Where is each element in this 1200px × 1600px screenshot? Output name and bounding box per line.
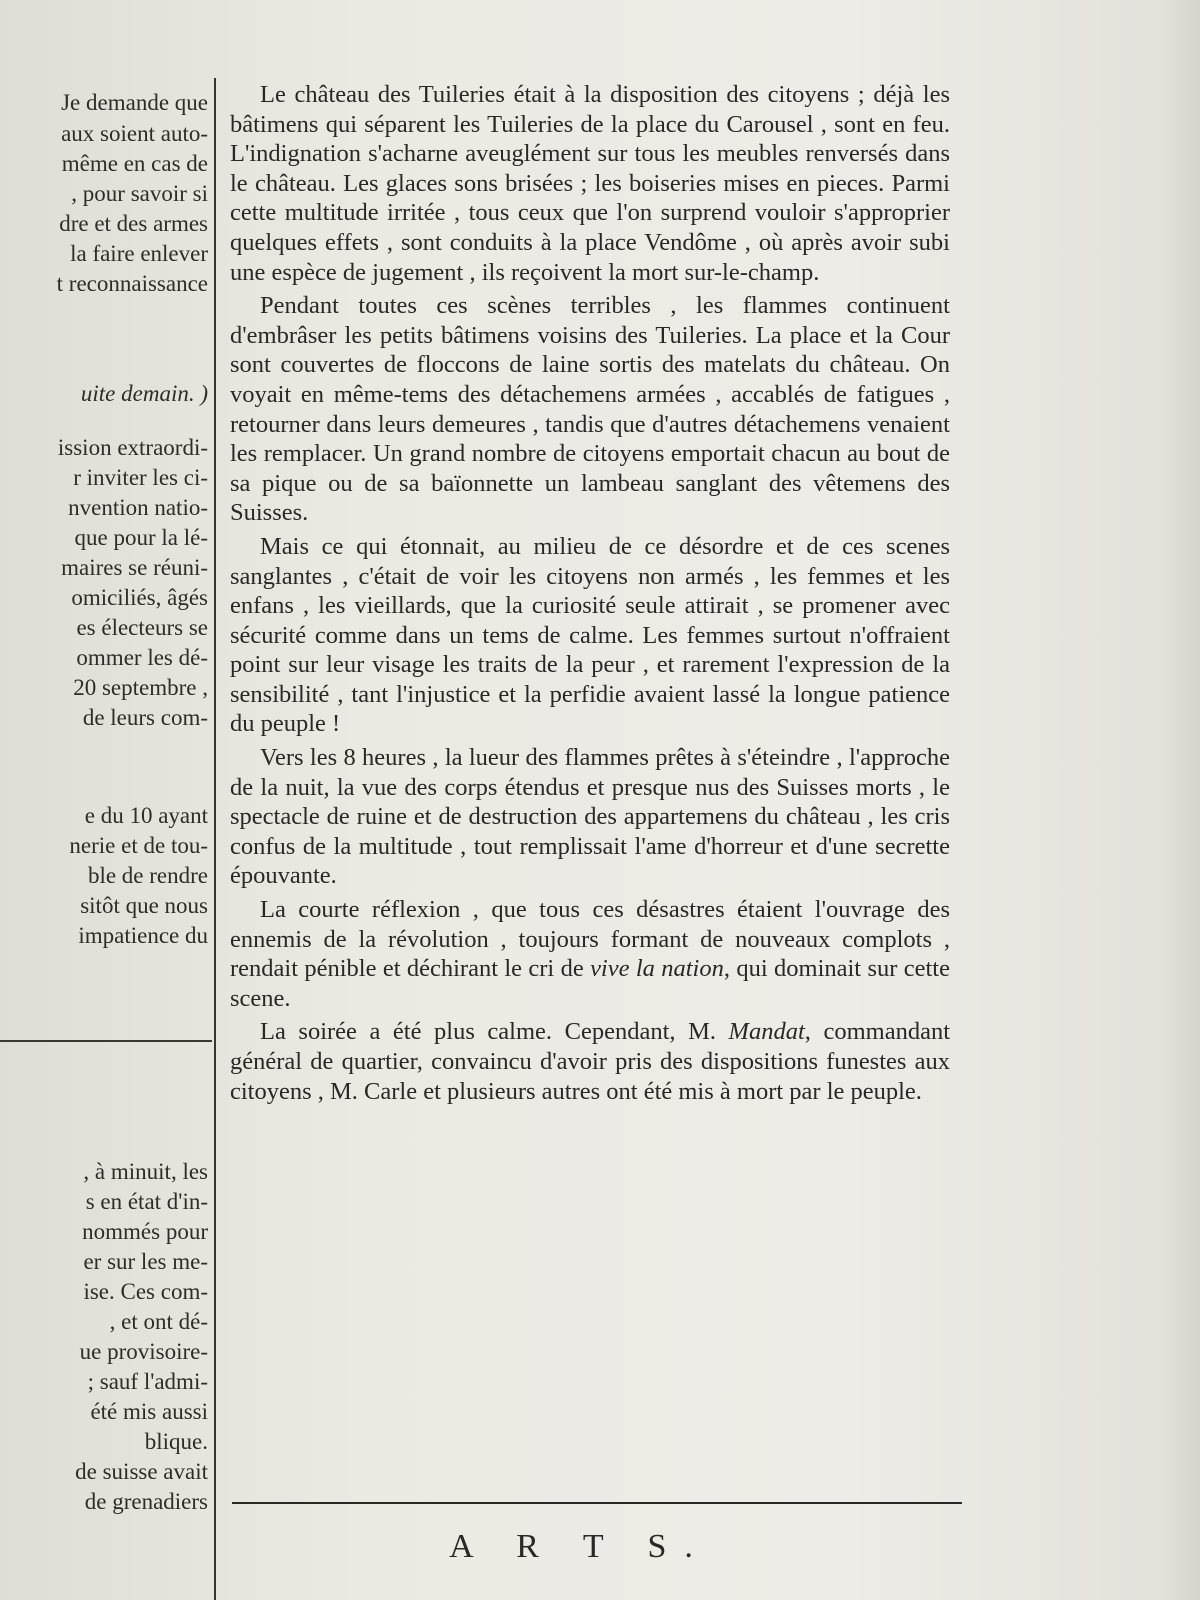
column-rule	[214, 78, 216, 1600]
paragraph-4: Vers les 8 heures , la lueur des flammes prêtes à s'éteindre , l'approche de la nuit, la vue des corps étendus et presque nus des Suisses morts , le spectacle de ruine et de destruction des appartemens du château , les cris confus de la multitude , tout remplissait l'ame d'horreur et d'une secrette épouvante.	[230, 744, 950, 890]
left-column-line: la faire enlever	[70, 241, 208, 266]
left-column-line: t reconnaissance	[56, 271, 208, 296]
left-column-line: dre et des armes	[59, 211, 208, 236]
left-column-line: s en état d'in-	[85, 1189, 208, 1214]
left-column-line: impatience du	[78, 923, 208, 948]
left-column-line: que pour la lé-	[74, 525, 208, 550]
paragraph-6-text-a: La soirée a été plus calme. Cependant, M.	[260, 1018, 729, 1046]
paragraph-5-text-a: La courte réflexion , que tous ces désastres étaient l'ouvrage des ennemis de la révolution , toujours formant de nouveaux complots , rendait pénible et déchirant le cri de	[230, 896, 950, 983]
paragraph-5	[230, 895, 950, 1013]
left-column-line: aux soient auto-	[61, 121, 208, 146]
left-column-line: , pour savoir si	[71, 181, 208, 206]
left-column-line: e du 10 ayant	[84, 803, 208, 828]
left-column-line: Je demande que	[61, 90, 208, 115]
page-edge-shadow	[1160, 0, 1200, 1600]
left-column-line: es électeurs se	[76, 615, 208, 640]
left-column-line: ue provisoire-	[79, 1339, 208, 1364]
paragraph-1: Le château des Tuileries était à la disposition des citoyens ; déjà les bâtimens qui séparent les Tuileries de la place du Carousel , sont en feu. L'indignation s'acharne aveuglément sur tous les meubles renversés dans le château. Les glaces sons brisées ; les boiseries mises en pieces. Parmi cette multitude irritée , tous ceux que l'on surprend vouloir s'approprier quelques effets , sont conduits à la place Vendôme , où après avoir subi une espèce de jugement , ils reçoivent la mort sur-le-champ.	[230, 81, 950, 286]
paragraph-6	[230, 1017, 950, 1106]
section-rule	[232, 1502, 962, 1504]
left-column-line: nerie et de tou-	[69, 833, 208, 858]
left-column-line: de suisse avait	[75, 1459, 208, 1484]
left-column-separator	[0, 1040, 212, 1042]
section-heading: A R T S.	[449, 1528, 711, 1565]
main-column	[230, 80, 950, 1110]
left-column-line: de leurs com-	[82, 705, 208, 730]
paragraph-3: Mais ce qui étonnait, au milieu de ce désordre et de ces scenes sanglantes , c'était de voir les citoyens non armés , les femmes et les enfans , les vieillards, que la curiosité seule attirait , se promener avec sécurité comme dans un tems de calme. Les femmes surtout n'offraient point sur leur visage les traits de la peur , et rarement l'expression de la sensibilité , tant l'injustice et la perfidie avaient lassé la longue patience du peuple !	[230, 532, 950, 738]
left-column-line: même en cas de	[61, 151, 208, 176]
left-column-line: r inviter les ci-	[73, 465, 208, 490]
left-column-line: sitôt que nous	[80, 893, 208, 918]
left-column-line: ommer les dé-	[76, 645, 208, 670]
paragraph-6-text-b: , commandant général de quartier, convaincu d'avoir pris des dispositions funestes aux citoyens , M. Carle et plusieurs autres ont été mis à mort par le peuple.	[230, 1018, 950, 1105]
left-column-line: , et ont dé-	[109, 1309, 208, 1334]
left-column-line: , à minuit, les	[83, 1159, 208, 1184]
left-column-line: nvention natio-	[68, 495, 208, 520]
left-column-line: uite demain. )	[80, 381, 208, 406]
left-column-line: er sur les me-	[83, 1249, 208, 1274]
left-column-line: de grenadiers	[84, 1489, 208, 1514]
left-column-line: 20 septembre ,	[73, 675, 208, 700]
left-column-line: été mis aussi	[90, 1399, 208, 1424]
left-column-line: omiciliés, âgés	[71, 585, 208, 610]
left-column-line: ise. Ces com-	[83, 1279, 208, 1304]
left-column-line: blique.	[144, 1429, 208, 1454]
paragraph-5-text-b: , qui dominait sur cette scene.	[230, 955, 950, 1012]
left-column-line: ble de rendre	[87, 863, 208, 888]
left-column-line: ; sauf l'admi-	[87, 1369, 208, 1394]
left-column-line: maires se réuni-	[61, 555, 208, 580]
left-column-line: nommés pour	[82, 1219, 208, 1244]
left-column-line: ission extraordi-	[57, 435, 208, 460]
paragraph-2: Pendant toutes ces scènes terribles , les flammes continuent d'embrâser les petits bâtimens voisins des Tuileries. La place et la Cour sont couvertes de floccons de laine sortis des matelats du château. On voyait en même-tems des détachemens armées , accablés de fatigues , retourner dans leurs demeures , tandis que d'autres détachemens venaient les remplacer. Un grand nombre de citoyens emportait chacun au bout de sa pique ou de sa baïonnette un lambeau sanglant des vêtemens des Suisses.	[230, 292, 950, 527]
paragraph-6-italic: Mandat	[728, 1018, 805, 1046]
paragraph-5-italic: vive la nation	[590, 955, 724, 983]
